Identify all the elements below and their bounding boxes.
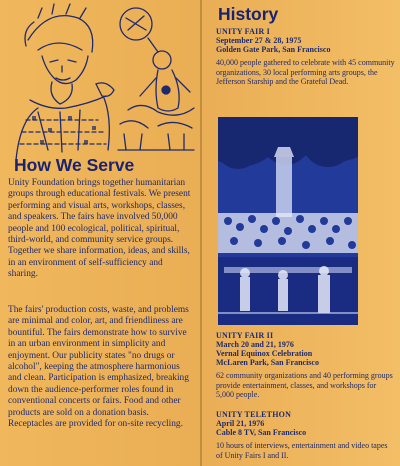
mission-paragraph: Unity Foundation brings together humanitarian groups through educational festivals. We present performing and visual arts, workshops, classes, and speakers. The fairs have involved 50,000 people and 100 ecological, political, spiritual, third-world, and community service groups. Together we share information, ideas, and skills, in an environment of self-sufficiency and sharing.	[8, 178, 191, 280]
event-description: 40,000 people gathered to celebrate with 45 community organizations, 30 local performing arts groups, the Jefferson Starship and the Grateful Dead.	[216, 58, 395, 86]
event-description: 62 community organizations and 40 performing groups provide entertainment, classes, and workshops for 5,000 people.	[216, 371, 393, 399]
event-subtitle: Vernal Equinox Celebration	[216, 349, 313, 358]
event-date: April 21, 1976	[216, 419, 265, 428]
event-unity-fair-1	[216, 27, 396, 87]
event-location: Cable 8 TV, San Francisco	[216, 428, 307, 437]
event-location: McLaren Park, San Francisco	[216, 358, 319, 367]
fair-crowd-photo	[218, 117, 358, 325]
event-unity-telethon	[216, 410, 396, 460]
event-location: Golden Gate Park, San Francisco	[216, 45, 331, 54]
history-heading: History	[218, 4, 279, 24]
event-name: UNITY TELETHON	[216, 410, 292, 419]
event-description: 10 hours of interviews, entertainment and video tapes of Unity Fairs I and II.	[216, 441, 388, 460]
festival-illustration	[8, 0, 196, 160]
how-we-serve-heading: How We Serve	[14, 155, 135, 175]
fold-line	[200, 0, 202, 466]
right-panel	[204, 0, 400, 466]
production-paragraph: The fairs' production costs, waste, and problems are minimal and color, art, and friendliness are bountiful. The fairs demonstrate how to survive in an urban environment in simplicity and enjoyment. Our publicity states "no drugs or alcohol", keeping the atmosphere harmonious and clean. Participation is emphasized, breaking down the audience-performer roles found in conventional concerts or fairs. Food and other products are sold on a donation basis. Receptacles are provided for on-site recycling.	[8, 305, 189, 430]
event-name: UNITY FAIR I	[216, 27, 270, 36]
event-date: March 20 and 21, 1976	[216, 340, 294, 349]
event-unity-fair-2	[216, 331, 396, 400]
event-name: UNITY FAIR II	[216, 331, 274, 340]
event-date: September 27 & 28, 1975	[216, 36, 302, 45]
